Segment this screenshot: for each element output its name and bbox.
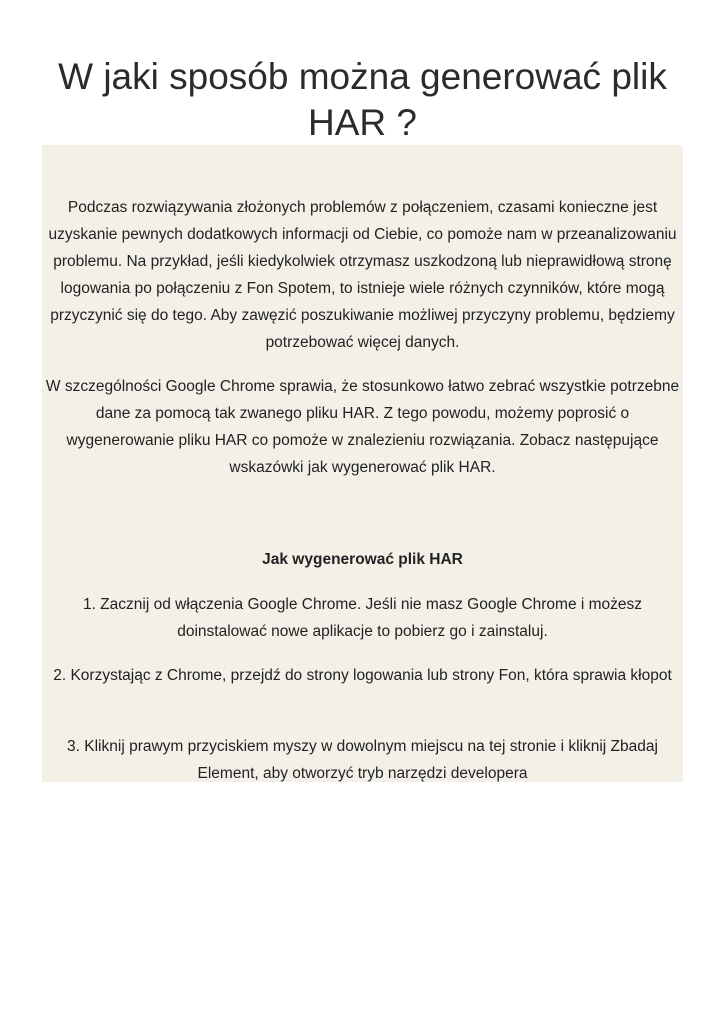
article-content — [42, 145, 683, 782]
intro-paragraph-2: W szczególności Google Chrome sprawia, że stosunkowo łatwo zebrać wszystkie potrzebne dane za pomocą tak zwanego pliku HAR. Z tego powodu, możemy poprosić o wygenerowanie pliku HAR co pomoże w znalezieniu rozwiązania. Zobacz następujące wskazówki jak wygenerować plik HAR. — [45, 378, 680, 476]
page-title: W jaki sposób można generować plik HAR ? — [58, 56, 667, 143]
instruction-step-3: 3. Kliknij prawym przyciskiem myszy w dowolnym miejscu na tej stronie i kliknij Zbadaj Element, aby otworzyć tryb narzędzi developera — [67, 738, 658, 782]
instruction-step-1: 1. Zacznij od włączenia Google Chrome. Jeśli nie masz Google Chrome i możesz doinstalować nowe aplikacje to pobierz go i zainstaluj. — [82, 596, 643, 640]
instruction-step-2: 2. Korzystając z Chrome, przejdź do strony logowania lub strony Fon, która sprawia kłopot — [53, 667, 672, 684]
intro-paragraph-1: Podczas rozwiązywania złożonych problemów z połączeniem, czasami konieczne jest uzyskanie pewnych dodatkowych informacji od Ciebie, co pomoże nam w przeanalizowaniu problemu. Na przykład, jeśli kiedykolwiek otrzymasz uszkodzoną lub nieprawidłową stronę logowania po połączeniu z Fon Spotem, to istnieje wiele różnych czynników, które mogą przyczynić się do tego. Aby zawęzić poszukiwanie możliwej przyczyny problemu, będziemy potrzebować więcej danych. — [48, 199, 677, 351]
instructions-heading: Jak wygenerować plik HAR — [262, 551, 463, 568]
